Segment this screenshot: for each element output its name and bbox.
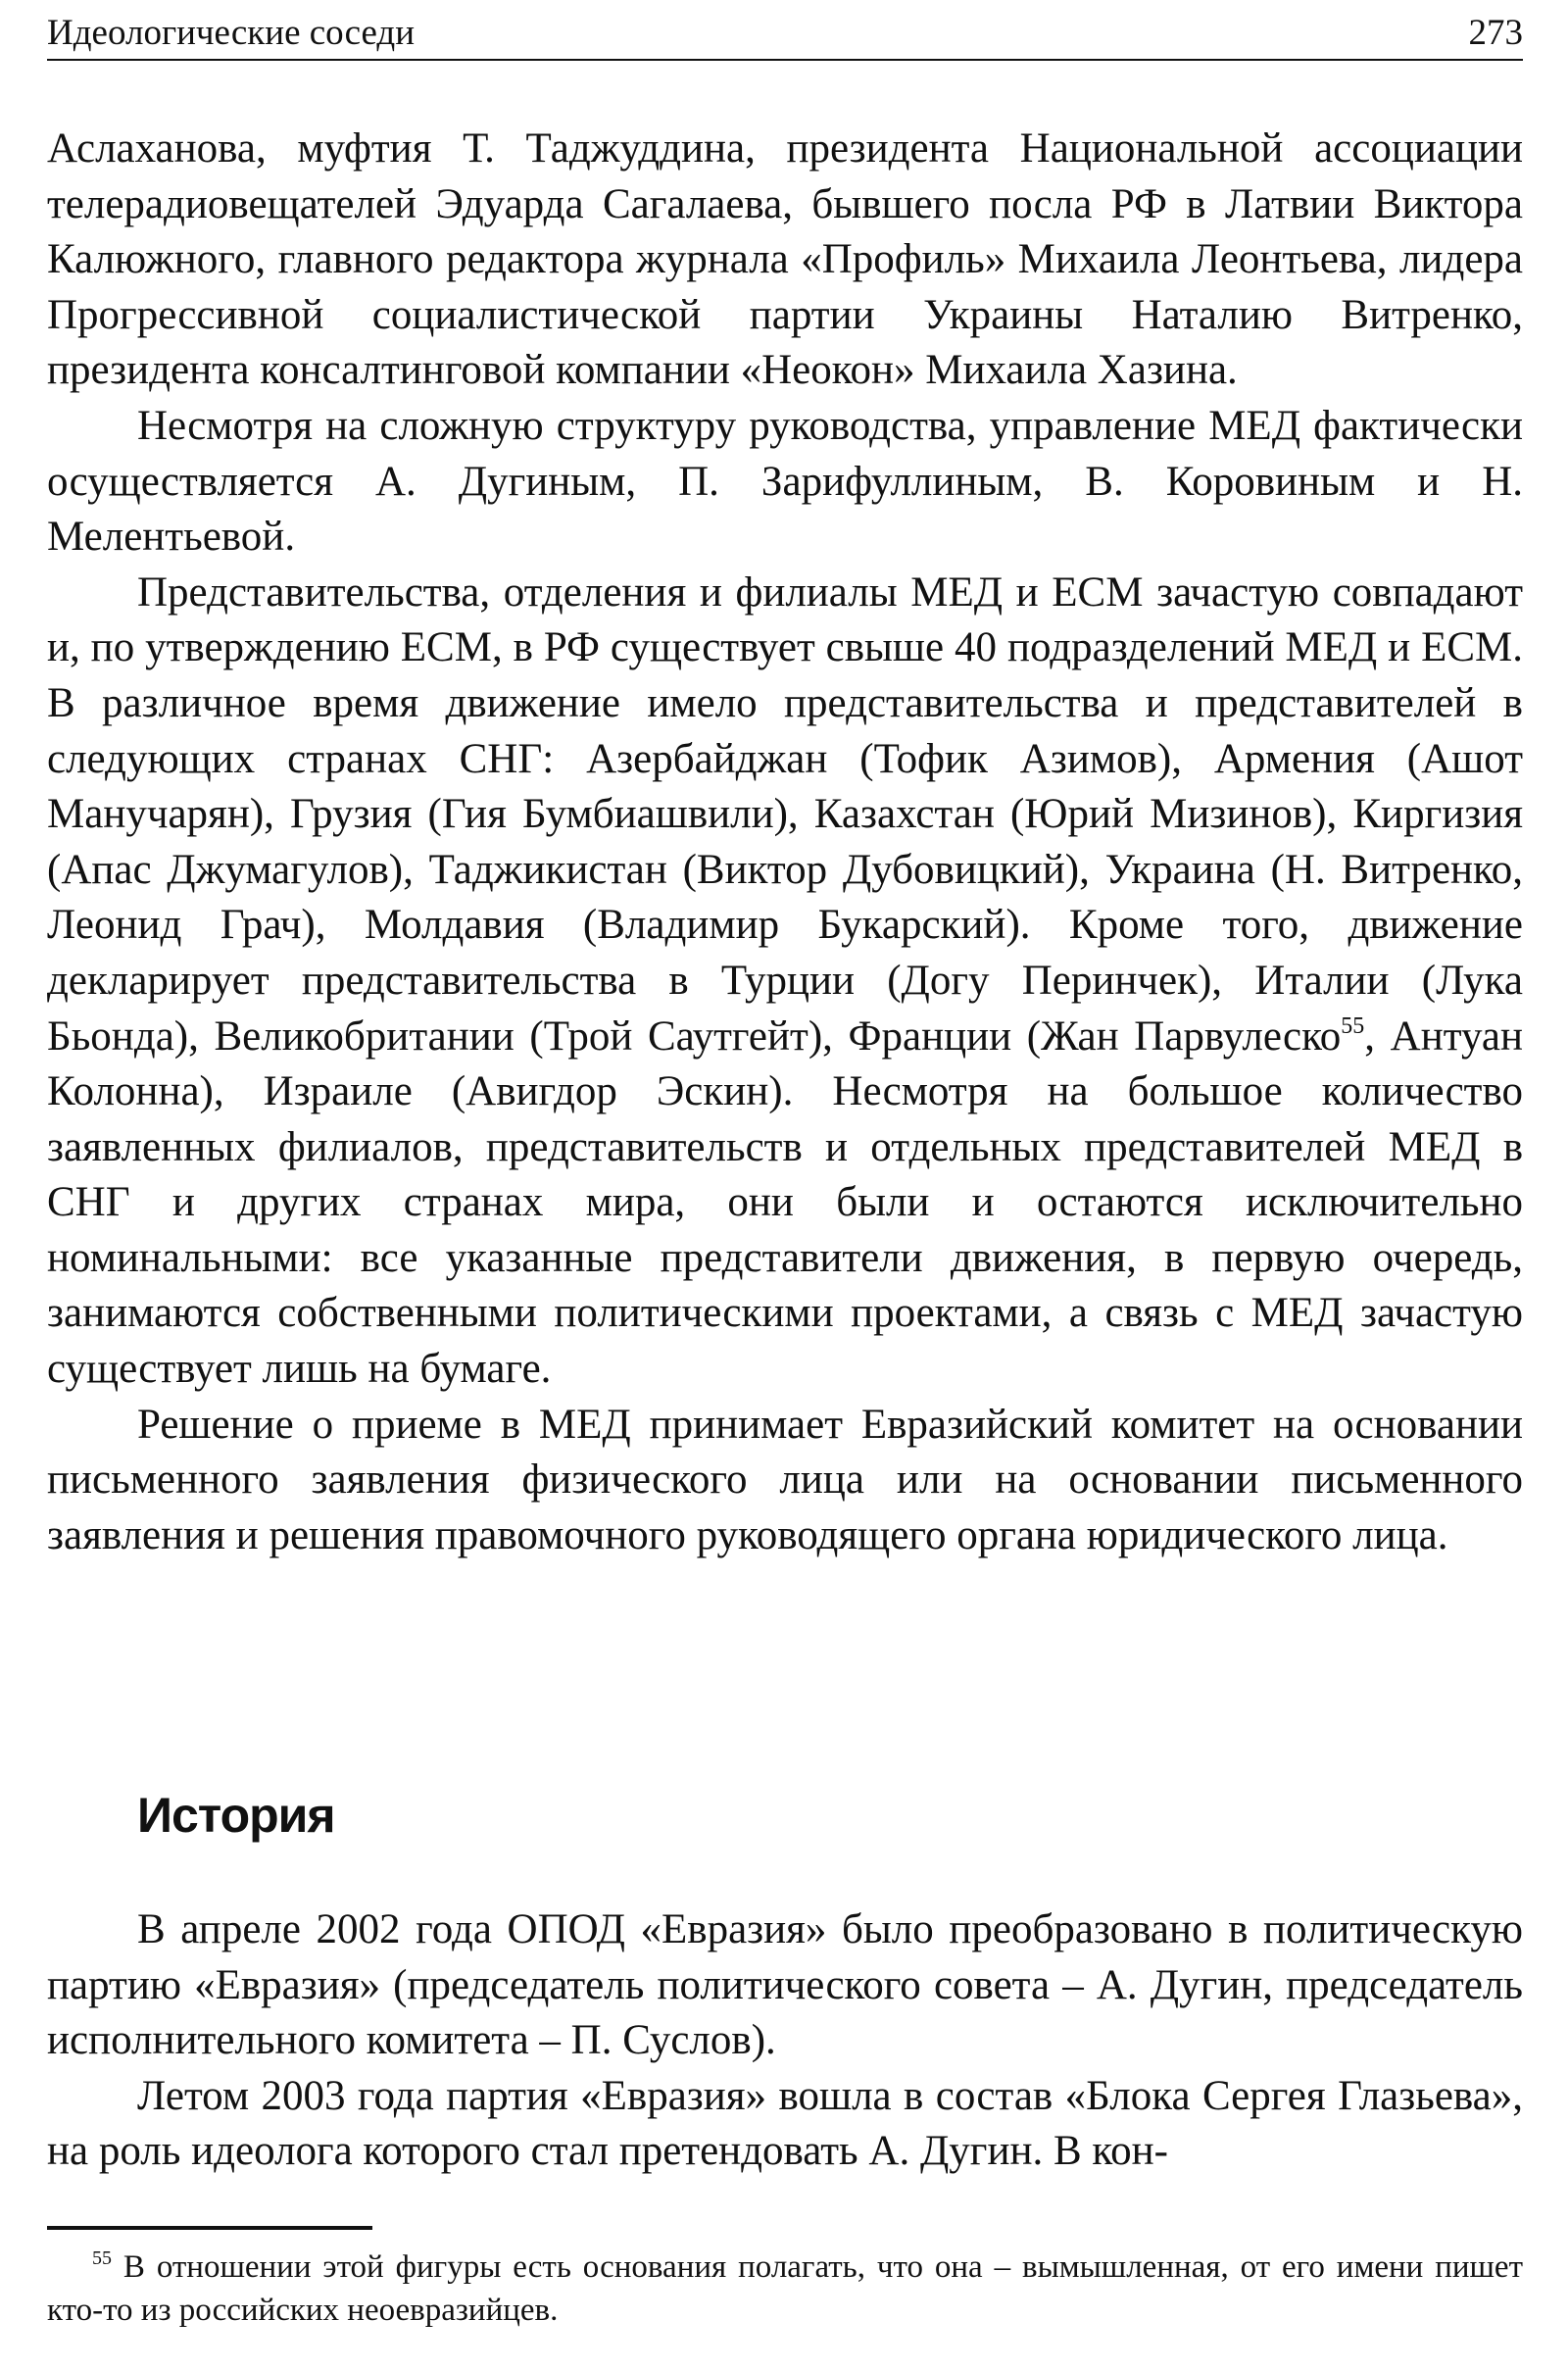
running-head-title: Идеологические соседи xyxy=(47,13,416,53)
section-heading: История xyxy=(137,1788,335,1843)
footnote-rule xyxy=(47,2226,372,2230)
paragraph-3-part-1: Представительства, отделения и филиалы МЕД и ЕСМ зачастую совпадают и, по утверждению ЕСМ, в РФ существует свыше 40 подразделений МЕД и ЕСМ. В различное время движение имело представительства и представителей в следующих странах СНГ: Азербайджан (Тофик Азимов), Армения (Ашот Манучарян), Грузия (Гия Бумбиашвили), Казахстан (Юрий Мизинов), Киргизия (Апас Джумагулов), Таджикистан (Виктор Дубовицкий), Украина (Н. Витренко, Леонид Грач), Молдавия (Владимир Букарский). Кроме того, движение декларирует представительства в Турции (Догу Перинчек), Италии (Лука Бьонда), Великобритании (Трой Саутгейт), Франции (Жан Парвулеско xyxy=(47,568,1523,1060)
section-paragraph-2: Летом 2003 года партия «Евразия» вошла в состав «Блока Сергея Глазьева», на роль идеолога которого стал претендовать А. Дугин. В кон- xyxy=(47,2072,1523,2175)
footnote xyxy=(47,2246,1523,2332)
running-head xyxy=(47,8,1523,59)
paragraph-2: Несмотря на сложную структуру руководства, управление МЕД фактически осуществляется А. Дугиным, П. Зарифуллиным, В. Коровиным и Н. Мелентьевой. xyxy=(47,402,1523,561)
paragraph-4: Решение о приеме в МЕД принимает Евразийский комитет на основании письменного заявления физического лица или на основании письменного заявления и решения правомочного руководящего органа юридического лица. xyxy=(47,1401,1523,1558)
page-number: 273 xyxy=(1468,13,1523,53)
footnote-reference[interactable]: 55 xyxy=(1341,1012,1365,1039)
footnote-paragraph xyxy=(47,2246,1523,2332)
header-rule xyxy=(47,59,1523,61)
paragraph-3-part-2: , Антуан Колонна), Израиле (Авигдор Эскин). Несмотря на большое количество заявленных филиалов, представительств и отдельных представителей МЕД в СНГ и других странах мира, они были и остаются исключительно номинальными: все указанные представители движения, в первую очередь, занимаются собственными политическими проектами, а связь с МЕД зачастую существует лишь на бумаге. xyxy=(47,1012,1523,1393)
body-text xyxy=(47,122,1523,1563)
paragraph-1: Аслаханова, муфтия Т. Таджуддина, президента Национальной ассоциации телерадиовещателей Эдуарда Сагалаева, бывшего посла РФ в Латвии Виктора Калюжного, главного редактора журнала «Профиль» Михаила Леонтьева, лидера Прогрессивной социалистической партии Украины Наталию Витренко, президента консалтинговой компании «Неокон» Михаила Хазина. xyxy=(47,125,1523,394)
footnote-text: В отношении этой фигуры есть основания полагать, что она – вымышленная, от его имени пишет кто-то из российских неоевразийцев. xyxy=(47,2249,1523,2328)
section-body-text xyxy=(47,1902,1523,2180)
section-paragraph-1: В апреле 2002 года ОПОД «Евразия» было преобразовано в политическую партию «Евразия» (председатель политического совета – А. Дугин, председатель исполнительного комитета – П. Суслов). xyxy=(47,1906,1523,2064)
paragraph-3 xyxy=(47,566,1523,1398)
footnote-marker: 55 xyxy=(92,2247,112,2269)
